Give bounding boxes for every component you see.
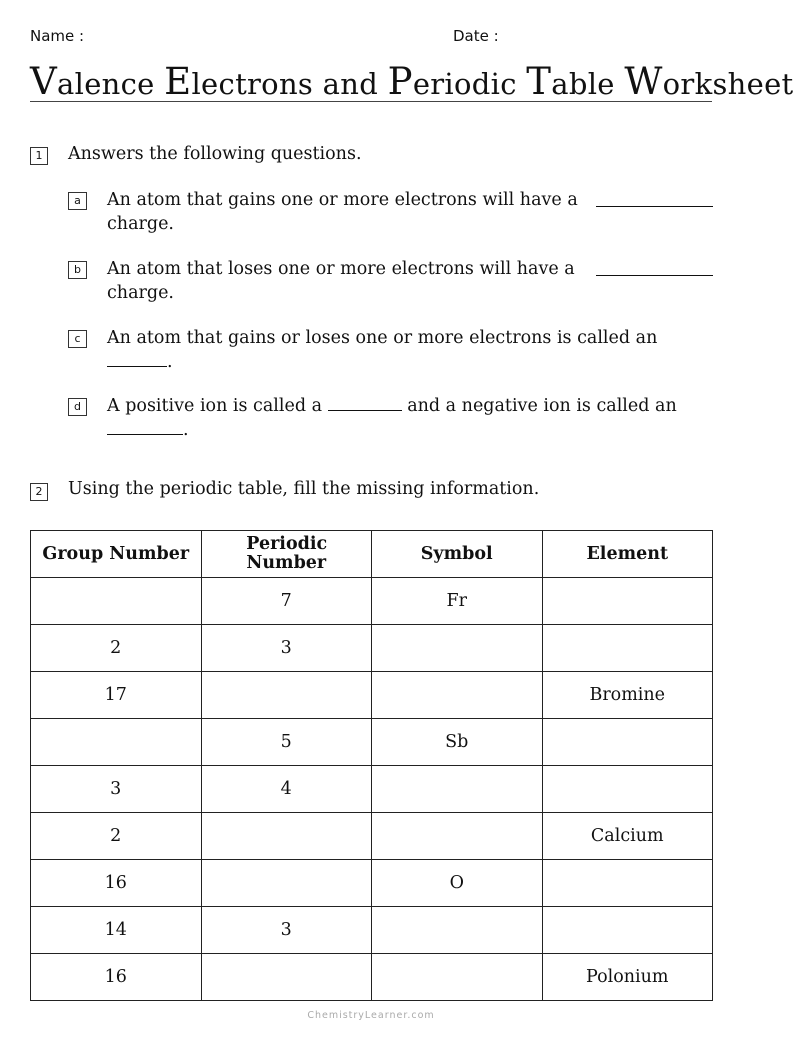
cell-symbol[interactable]: Fr bbox=[372, 578, 543, 625]
cell-symbol[interactable] bbox=[372, 954, 543, 1001]
cell-group[interactable]: 14 bbox=[31, 907, 202, 954]
page-title bbox=[30, 60, 794, 103]
title-word: and bbox=[322, 67, 379, 101]
title-word: Periodic bbox=[387, 60, 517, 103]
header-group-number: Group Number bbox=[31, 531, 202, 578]
cell-symbol[interactable]: O bbox=[372, 860, 543, 907]
question-1-number: 1 bbox=[30, 147, 48, 165]
item-c-line1: An atom that gains or loses one or more electrons is called an bbox=[107, 328, 658, 348]
table-row bbox=[31, 860, 713, 907]
cell-symbol[interactable] bbox=[372, 907, 543, 954]
cell-group[interactable]: 17 bbox=[31, 672, 202, 719]
cell-period[interactable]: 3 bbox=[201, 625, 372, 672]
item-b-letter: b bbox=[68, 261, 87, 279]
date-label: Date : bbox=[453, 27, 499, 45]
cell-element[interactable] bbox=[542, 766, 713, 813]
cell-period[interactable] bbox=[201, 813, 372, 860]
item-a-line2: charge. bbox=[107, 214, 174, 234]
periodic-info-table bbox=[30, 530, 713, 1001]
cell-element[interactable] bbox=[542, 907, 713, 954]
table-row bbox=[31, 813, 713, 860]
cell-period[interactable]: 3 bbox=[201, 907, 372, 954]
cell-period[interactable] bbox=[201, 954, 372, 1001]
title-word: Valence bbox=[30, 60, 155, 103]
title-word: Electrons bbox=[164, 60, 314, 103]
cell-period[interactable]: 5 bbox=[201, 719, 372, 766]
cell-element[interactable]: Calcium bbox=[542, 813, 713, 860]
cell-symbol[interactable] bbox=[372, 672, 543, 719]
cell-symbol[interactable]: Sb bbox=[372, 719, 543, 766]
cell-group[interactable] bbox=[31, 578, 202, 625]
table-row bbox=[31, 578, 713, 625]
cell-group[interactable] bbox=[31, 719, 202, 766]
cell-period[interactable] bbox=[201, 672, 372, 719]
item-d-period: . bbox=[183, 420, 189, 440]
cell-symbol[interactable] bbox=[372, 766, 543, 813]
item-a-answer-blank[interactable] bbox=[596, 188, 713, 207]
cell-element[interactable] bbox=[542, 625, 713, 672]
title-word: Worksheet bbox=[624, 60, 794, 103]
name-label: Name : bbox=[30, 27, 85, 45]
title-word: Table bbox=[526, 60, 615, 103]
cell-period[interactable]: 7 bbox=[201, 578, 372, 625]
item-d-answer-blank-1[interactable] bbox=[328, 396, 402, 411]
table-row bbox=[31, 719, 713, 766]
cell-period[interactable] bbox=[201, 860, 372, 907]
header-periodic-number: Periodic Number bbox=[201, 531, 372, 578]
item-a-letter: a bbox=[68, 192, 87, 210]
question-2-text: Using the periodic table, fill the missing information. bbox=[68, 479, 540, 499]
footer-credit: ChemistryLearner.com bbox=[307, 1010, 435, 1021]
table-row bbox=[31, 625, 713, 672]
cell-group[interactable]: 3 bbox=[31, 766, 202, 813]
cell-element[interactable]: Polonium bbox=[542, 954, 713, 1001]
item-d-text-after: and a negative ion is called an bbox=[407, 396, 677, 416]
cell-symbol[interactable] bbox=[372, 625, 543, 672]
item-c-text bbox=[107, 326, 713, 374]
question-1-text: Answers the following questions. bbox=[68, 144, 362, 164]
item-c-period: . bbox=[167, 352, 173, 372]
question-2-number: 2 bbox=[30, 483, 48, 501]
item-c-letter: c bbox=[68, 330, 87, 348]
header-symbol: Symbol bbox=[372, 531, 543, 578]
cell-element[interactable] bbox=[542, 719, 713, 766]
table-row bbox=[31, 907, 713, 954]
item-b-line1: An atom that loses one or more electrons will have a bbox=[107, 259, 575, 279]
table-header-row bbox=[31, 531, 713, 578]
cell-element[interactable] bbox=[542, 860, 713, 907]
item-b-line2: charge. bbox=[107, 283, 174, 303]
cell-period[interactable]: 4 bbox=[201, 766, 372, 813]
header-element: Element bbox=[542, 531, 713, 578]
title-underline bbox=[30, 101, 712, 102]
item-a-line1: An atom that gains one or more electrons will have a bbox=[107, 190, 578, 210]
cell-element[interactable] bbox=[542, 578, 713, 625]
cell-group[interactable]: 16 bbox=[31, 860, 202, 907]
item-c-answer-blank[interactable] bbox=[107, 352, 167, 367]
table-row bbox=[31, 766, 713, 813]
item-b-text bbox=[107, 257, 713, 305]
item-d-text-before: A positive ion is called a bbox=[107, 396, 323, 416]
item-d-letter: d bbox=[68, 398, 87, 416]
item-d-answer-blank-2[interactable] bbox=[107, 420, 183, 435]
cell-group[interactable]: 2 bbox=[31, 813, 202, 860]
cell-symbol[interactable] bbox=[372, 813, 543, 860]
table-row bbox=[31, 954, 713, 1001]
table-row bbox=[31, 672, 713, 719]
cell-element[interactable]: Bromine bbox=[542, 672, 713, 719]
item-d-text bbox=[107, 394, 713, 442]
cell-group[interactable]: 2 bbox=[31, 625, 202, 672]
item-a-text bbox=[107, 188, 713, 236]
item-b-answer-blank[interactable] bbox=[596, 257, 713, 276]
cell-group[interactable]: 16 bbox=[31, 954, 202, 1001]
